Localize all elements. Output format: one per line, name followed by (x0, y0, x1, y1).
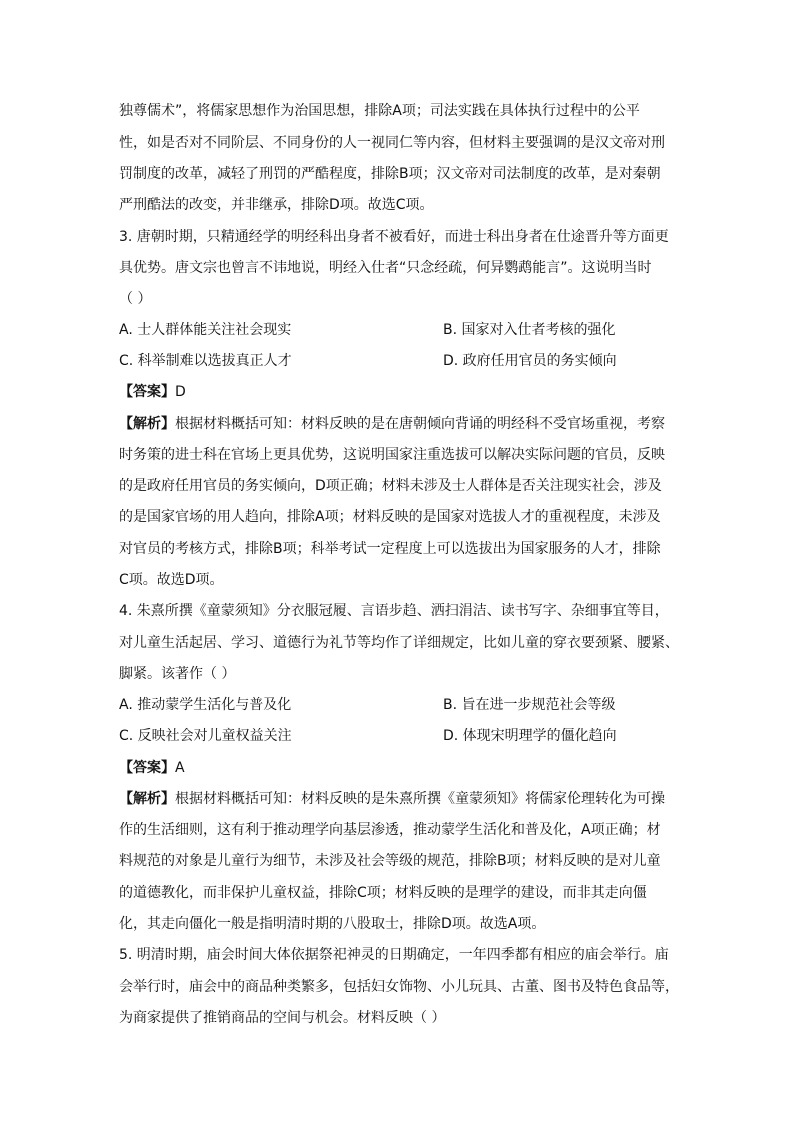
answer-tag: 【答案】 (119, 760, 175, 776)
q5-stem-line: 5. 明清时期，庙会时间大体依据祭祀神灵的日期确定，一年四季都有相应的庙会举行。庙 (119, 947, 669, 963)
q4-explanation-line: 的道德教化，而非保护儿童权益，排除C项；材料反映的是理学的建设，而非其走向僵 (119, 885, 647, 901)
q3-explanation-line (119, 414, 665, 434)
q4-option-a: A. 推动蒙学生活化与普及化 (119, 697, 292, 713)
q3-stem-line: 具优势。唐文宗也曾言不讳地说，明经入仕者“只念经疏，何异鹦鹉能言”。这说明当时 (119, 260, 652, 276)
q4-explanation-line: 料规范的对象是儿童行为细节，未涉及社会等级的规范，排除B项；材料反映的是对儿童 (119, 853, 661, 869)
explanation-text: 根据材料概括可知：材料反映的是在唐朝倾向背诵的明经科不受官场重视，考察 (175, 416, 665, 432)
q4-stem-line: 脚紧。该著作（ ） (119, 666, 236, 682)
q4-option-c: C. 反映社会对儿童权益关注 (119, 728, 292, 744)
q3-option-d: D. 政府任用官员的务实倾向 (443, 353, 617, 369)
q3-explanation-line: 对官员的考核方式，排除B项；科举考试一定程度上可以选拔出为国家服务的人才，排除 (119, 541, 661, 557)
explanation-tag: 【解析】 (119, 791, 175, 807)
text-line: 独尊儒术”，将儒家思想作为治国思想，排除A项；司法实践在具体执行过程中的公平 (119, 103, 640, 119)
q3-explanation-line: 的是国家官场的用人趋向，排除A项；材料反映的是国家对选拔人才的重视程度，未涉及 (119, 509, 661, 525)
q3-option-c: C. 科举制难以选拔真正人才 (119, 353, 292, 369)
q3-explanation-line: 时务策的进士科在官场上更具优势，这说明国家注重选拔可以解决实际问题的官员，反映 (119, 447, 665, 463)
q4-stem-line: 4. 朱熹所撰《童蒙须知》分衣服冠履、言语步趋、洒扫涓洁、读书写字、杂细事宜等目， (119, 603, 669, 619)
q5-stem-line: 为商家提供了推销商品的空间与机会。材料反映（ ） (119, 1010, 446, 1026)
q4-stem-line: 对儿童生活起居、学习、道德行为礼节等均作了详细规定，比如儿童的穿衣要颈紧、腰紧、 (119, 635, 679, 651)
text-line: 严刑酷法的改变，并非继承，排除D项。故选C项。 (119, 197, 434, 213)
q3-stem-line: （ ） (119, 291, 152, 307)
q3-answer (119, 382, 186, 402)
q3-explanation-line: 的是政府任用官员的务实倾向，D项正确；材料未涉及士人群体是否关注现实社会，涉及 (119, 478, 662, 494)
q4-answer (119, 758, 185, 778)
q4-explanation-line (119, 789, 665, 809)
q3-explanation-line: C项。故选D项。 (119, 572, 224, 588)
q4-explanation-line: 作的生活细则，这有利于推动理学向基层渗透，推动蒙学生活化和普及化，A项正确；材 (119, 822, 661, 838)
q3-option-b: B. 国家对入仕者考核的强化 (443, 322, 616, 338)
q4-option-d: D. 体现宋明理学的僵化趋向 (443, 728, 617, 744)
q4-explanation-line: 化，其走向僵化一般是指明清时期的八股取士，排除D项。故选A项。 (119, 916, 546, 932)
text-line: 罚制度的改革，减轻了刑罚的严酷程度，排除B项；汉文帝对司法制度的改革，是对秦朝 (119, 166, 661, 182)
text-line: 性，如是否对不同阶层、不同身份的人一视同仁等内容，但材料主要强调的是汉文帝对刑 (119, 135, 665, 151)
answer-tag: 【答案】 (119, 384, 175, 400)
q5-stem-line: 会举行时，庙会中的商品种类繁多，包括妇女饰物、小儿玩具、古董、图书及特色食品等， (119, 979, 679, 995)
answer-value: A (175, 760, 185, 776)
explanation-text: 根据材料概括可知：材料反映的是朱熹所撰《童蒙须知》将儒家伦理转化为可操 (175, 791, 665, 807)
explanation-tag: 【解析】 (119, 416, 175, 432)
q4-option-b: B. 旨在进一步规范社会等级 (443, 697, 616, 713)
q3-option-a: A. 士人群体能关注社会现实 (119, 322, 292, 338)
q3-stem-line: 3. 唐朝时期，只精通经学的明经科出身者不被看好，而进士科出身者在仕途晋升等方面更 (119, 229, 669, 245)
answer-value: D (175, 384, 186, 400)
